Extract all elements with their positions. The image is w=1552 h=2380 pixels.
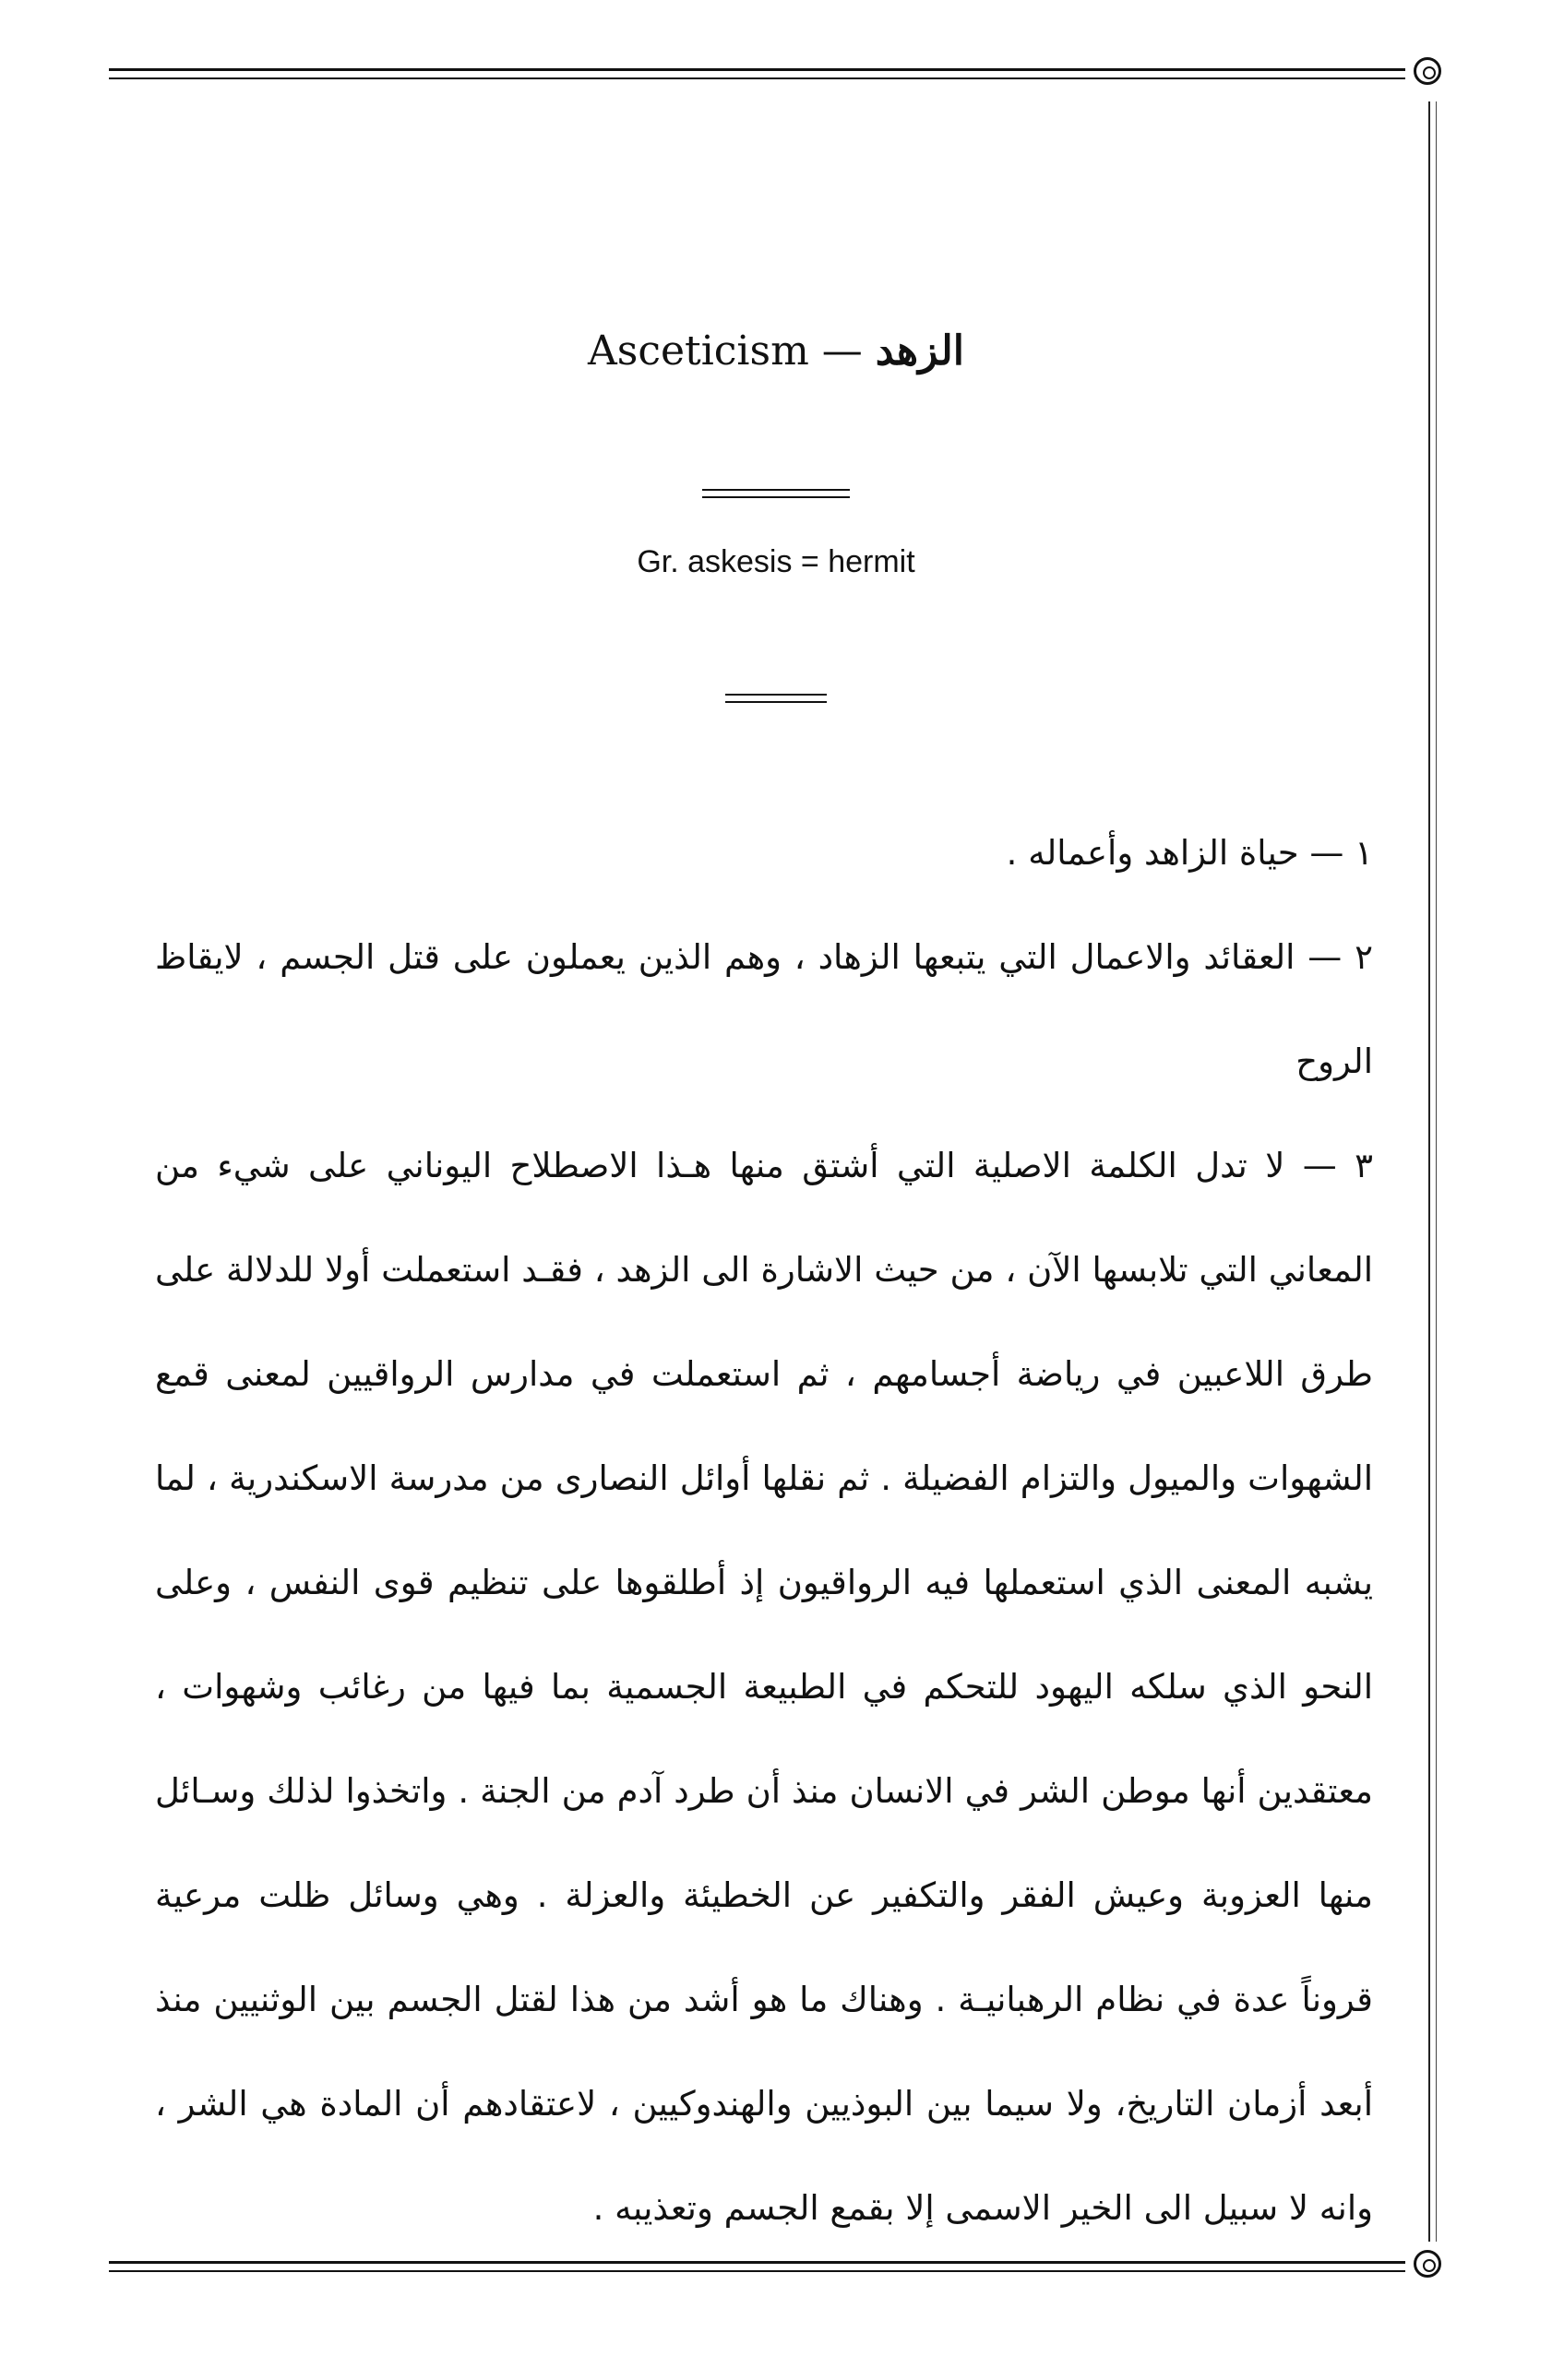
item-text: لا تدل الكلمة الاصلية التي أشتق منها هـذا الاصطلاح اليوناني على شيء من المعاني التي تلابسها الآن ، من حيث الاشارة الى الزهد ، فقـد استعملت أولا للدلالة على طرق اللاعبين في رياضة أجسامهم ، ثم استعملت في مدارس الرواقيين لمعنى قمع الشهوات والميول والتزام الفضيلة . ثم نقلها أوائل النصارى من مدرسة الاسكندرية ، لما يشبه المعنى الذي استعملها فيه الرواقيون إذ أطلقوها على تنظيم قوى النفس ، وعلى النحو الذي سلكه اليهود للتحكم في الطبيعة الجسمية بما فيها من رغائب وشهوات ، معتقدين أنها موطن الشر في الانسان منذ أن طرد آدم من الجنة . واتخذوا لذلك وسـائل منها العزوبة وعيش الفقر والتكفير عن الخطيئة والعزلة . وهي وسائل ظلت مرعية قروناً عدة في نظام الرهبانيـة . وهناك ما هو أشد من هذا لقتل الجسم بين الوثنيين منذ أبعد أزمان التاريخ، ولا سيما بين البوذيين والهندوكيين ، لاعتقادهم أن المادة هي الشر ، وانه لا سبيل الى الخير الاسمى إلا بقمع الجسم وتعذيبه . xyxy=(155,1146,1373,2228)
item-label: ٣ — xyxy=(1284,1146,1373,1185)
bottom-border-rule xyxy=(109,2261,1405,2272)
etymology-subtitle: Gr. askesis = hermit xyxy=(637,544,915,579)
title-english: Asceticism xyxy=(587,327,809,375)
definition-body xyxy=(155,801,1373,2260)
title-arabic: الزهد xyxy=(875,327,965,375)
item-label: ١ — xyxy=(1298,833,1373,873)
item-text: حياة الزاهد وأعماله . xyxy=(1006,833,1299,873)
definition-item xyxy=(155,905,1373,1113)
top-corner-ornament-icon xyxy=(1414,57,1441,85)
title-separator: — xyxy=(821,327,863,375)
definition-item xyxy=(155,801,1373,905)
page-title xyxy=(0,327,1552,375)
definition-item xyxy=(155,1113,1373,2260)
right-side-rule xyxy=(1428,101,1437,2242)
bottom-corner-ornament-icon xyxy=(1414,2250,1441,2278)
subtitle-divider xyxy=(725,694,827,703)
title-divider xyxy=(702,489,850,498)
item-text: العقائد والاعمال التي يتبعها الزهاد ، وهم الذين يعملون على قتل الجسم ، لايقاظ الروح xyxy=(155,937,1373,1081)
item-label: ٢ — xyxy=(1295,937,1373,977)
top-border-rule xyxy=(109,68,1405,79)
